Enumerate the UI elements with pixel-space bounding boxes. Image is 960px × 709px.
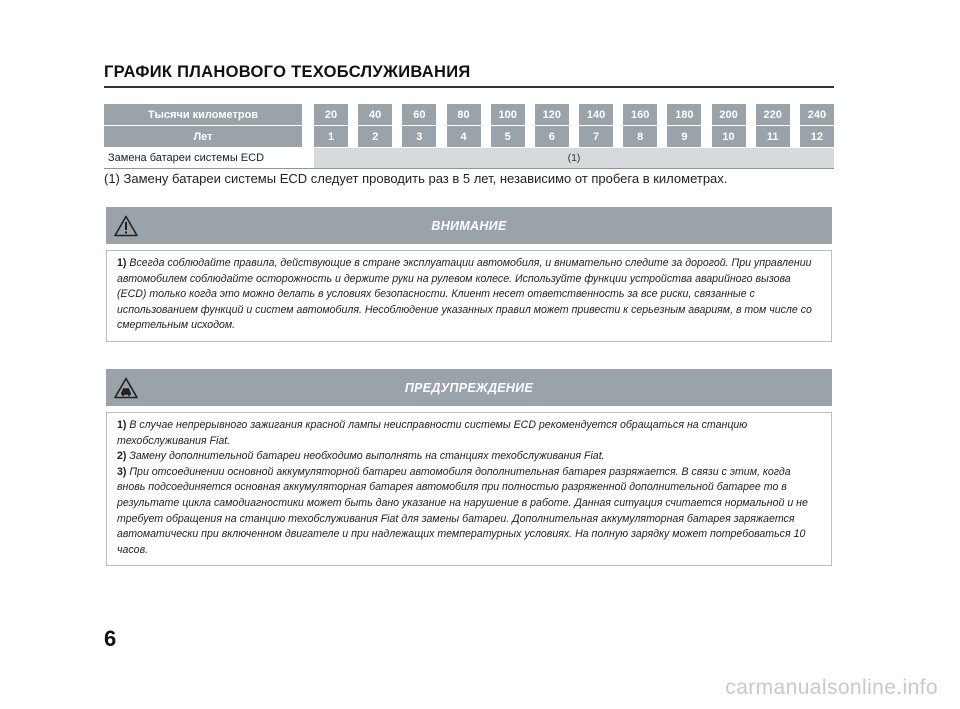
- attention-header: [106, 207, 832, 244]
- year-cell: 10: [712, 126, 746, 147]
- note-number: 1): [117, 257, 127, 269]
- schedule-footnote: (1) Замену батареи системы ECD следует проводить раз в 5 лет, независимо от пробега в километрах.: [104, 171, 728, 186]
- year-cell: 3: [402, 126, 436, 147]
- km-cell: 20: [314, 104, 348, 125]
- year-row: [104, 126, 834, 147]
- year-cell: 4: [447, 126, 481, 147]
- note-item: [117, 465, 821, 559]
- attention-heading: ВНИМАНИЕ: [431, 218, 507, 233]
- km-cell: 80: [447, 104, 481, 125]
- km-cells: [314, 104, 834, 125]
- note-number: 3): [117, 465, 127, 478]
- warning-triangle-icon: [114, 215, 138, 237]
- year-cell: 12: [800, 126, 834, 147]
- year-cell: 9: [667, 126, 701, 147]
- page-number: 6: [104, 626, 117, 651]
- year-cell: 2: [358, 126, 392, 147]
- km-cell: 180: [667, 104, 701, 125]
- note-text: Замену дополнительной батареи необходимо выполнять на станциях техобслуживания Fiat.: [129, 450, 605, 463]
- car-warning-icon: [114, 377, 138, 399]
- maintenance-schedule-table: [104, 104, 834, 170]
- note-number: 1): [117, 419, 127, 431]
- note-text: При отсоединении основной аккумуляторной батареи автомобиля дополнительная батарея разряжается. В связи с этим, когда вновь подсоединяется основная аккумуляторная батарея автомобиля при полностью разряженной дополнительной батарее то в результате цикла самодиагностики может быть дано указание на нарушение в работе. Данная ситуация считается нормальной и не требует обращения на станцию техобслуживания Fiat для замены батареи. Дополнительная аккумуляторная батарея заряжается автоматически при включенном двигателе и при надлежащих температурных условиях. На полную зарядку может потребоваться 10 часов.: [117, 465, 808, 556]
- km-row: [104, 104, 834, 125]
- year-cell: 8: [623, 126, 657, 147]
- warning-heading: ПРЕДУПРЕЖДЕНИЕ: [404, 380, 534, 395]
- km-cell: 140: [579, 104, 613, 125]
- km-cell: 200: [712, 104, 746, 125]
- km-cell: 220: [756, 104, 790, 125]
- km-cell: 40: [358, 104, 392, 125]
- watermark: carmanualsonline.info: [725, 676, 938, 699]
- km-cell: 160: [623, 104, 657, 125]
- task-label: Замена батареи системы ECD: [108, 152, 265, 164]
- km-cell: 60: [402, 104, 436, 125]
- title-divider: [104, 86, 834, 88]
- warning-header: [106, 369, 832, 406]
- km-row-label: Тысячи километров: [104, 104, 302, 125]
- warning-box: [106, 369, 832, 566]
- km-cell: 240: [800, 104, 834, 125]
- battery-task-row: [104, 148, 834, 169]
- note-item: [117, 256, 821, 334]
- page-title: ГРАФИК ПЛАНОВОГО ТЕХОБСЛУЖИВАНИЯ: [104, 63, 471, 81]
- attention-body: [106, 250, 832, 342]
- attention-box: [106, 207, 832, 342]
- year-cell: 6: [535, 126, 569, 147]
- year-cell: 5: [491, 126, 525, 147]
- task-interval: (1): [314, 148, 834, 168]
- year-cells: [314, 126, 834, 147]
- note-text: В случае непрерывного зажигания красной лампы неисправности системы ECD рекомендуется обращаться на станцию техобслуживания Fiat.: [117, 419, 748, 447]
- year-row-label: Лет: [104, 126, 302, 147]
- km-cell: 120: [535, 104, 569, 125]
- note-number: 2): [117, 450, 127, 463]
- km-cell: 100: [491, 104, 525, 125]
- note-text: Всегда соблюдайте правила, действующие в стране эксплуатации автомобиля, и внимательно следите за дорогой. При управлении автомобилем соблюдайте осторожность и держите руки на рулевом колесе. Используйте функции устройства аварийного вызова (ECD) только когда это можно делать в условиях безопасности. Клиент несет ответственность за все риски, связанные с использованием функций и систем автомобиля. Несоблюдение указанных правил может привести к серьезным авариям, в том числе со смертельным исходом.: [117, 257, 812, 332]
- note-item: [117, 418, 821, 449]
- note-item: [117, 449, 821, 465]
- warning-body: [106, 412, 832, 566]
- year-cell: 11: [756, 126, 790, 147]
- year-cell: 7: [579, 126, 613, 147]
- year-cell: 1: [314, 126, 348, 147]
